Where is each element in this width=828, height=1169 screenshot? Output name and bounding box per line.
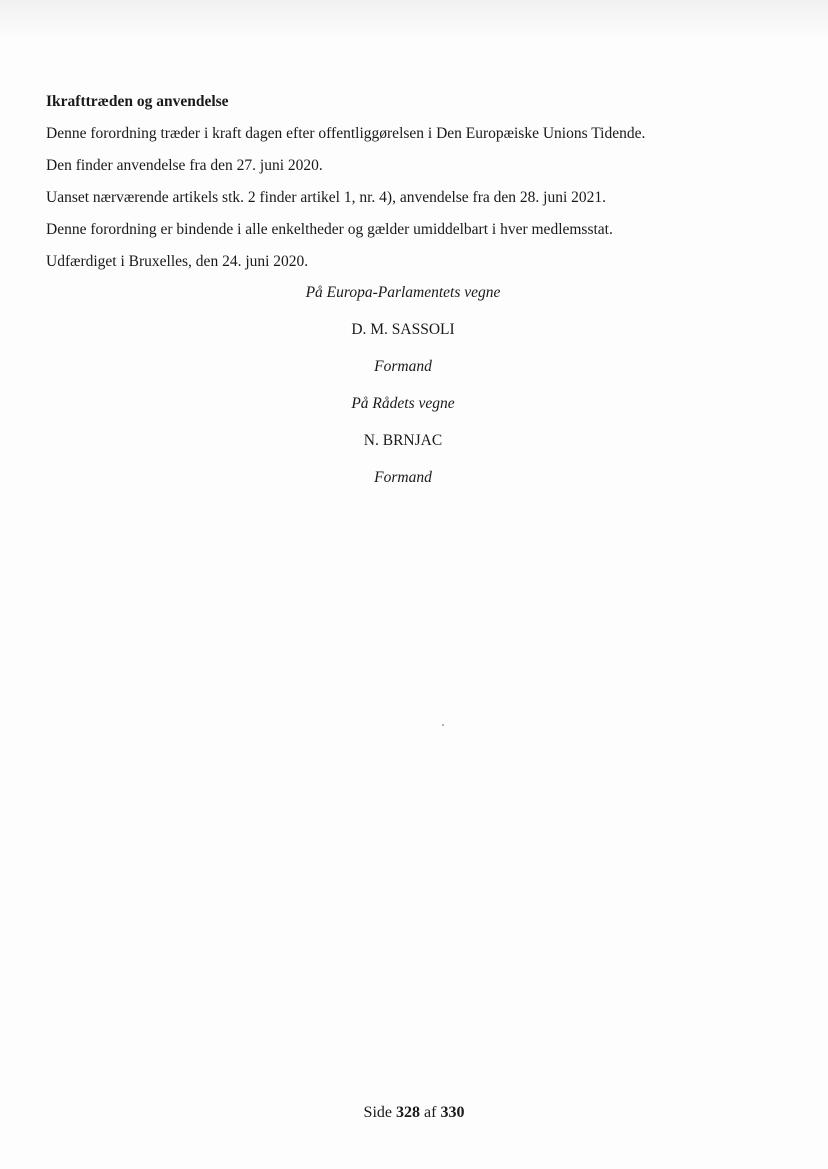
page-number — [0, 1103, 828, 1123]
parliament-title: Formand — [374, 358, 432, 375]
scan-shadow — [0, 0, 828, 40]
parliament-label: På Europa-Parlamentets vegne — [305, 284, 501, 301]
paragraph-done-at: Udfærdiget i Bruxelles, den 24. juni 2020. — [46, 253, 309, 270]
scan-speck — [442, 724, 444, 726]
council-title: Formand — [374, 469, 432, 486]
paragraph-exception: Uanset nærværende artikels stk. 2 finder artikel 1, nr. 4), anvendelse fra den 28. juni 2021. — [46, 189, 607, 206]
page-separator: af — [424, 1104, 437, 1121]
paragraph-application-date: Den finder anvendelse fra den 27. juni 2020. — [46, 157, 323, 174]
signature-block — [0, 283, 806, 505]
paragraph-binding: Denne forordning er bindende i alle enkeltheder og gælder umiddelbart i hver medlemsstat. — [46, 221, 613, 238]
article-body — [46, 92, 766, 278]
total-page-number: 330 — [440, 1104, 465, 1121]
current-page-number: 328 — [396, 1104, 420, 1121]
council-label: På Rådets vegne — [351, 395, 455, 412]
council-signatory: N. BRNJAC — [363, 432, 443, 449]
parliament-signatory: D. M. SASSOLI — [351, 321, 455, 338]
paragraph-entry-into-force: Denne forordning træder i kraft dagen efter offentliggørelsen i Den Europæiske Unions Tidende. — [46, 125, 646, 142]
page-prefix: Side — [363, 1104, 392, 1121]
article-heading: Ikrafttræden og anvendelse — [46, 93, 229, 110]
